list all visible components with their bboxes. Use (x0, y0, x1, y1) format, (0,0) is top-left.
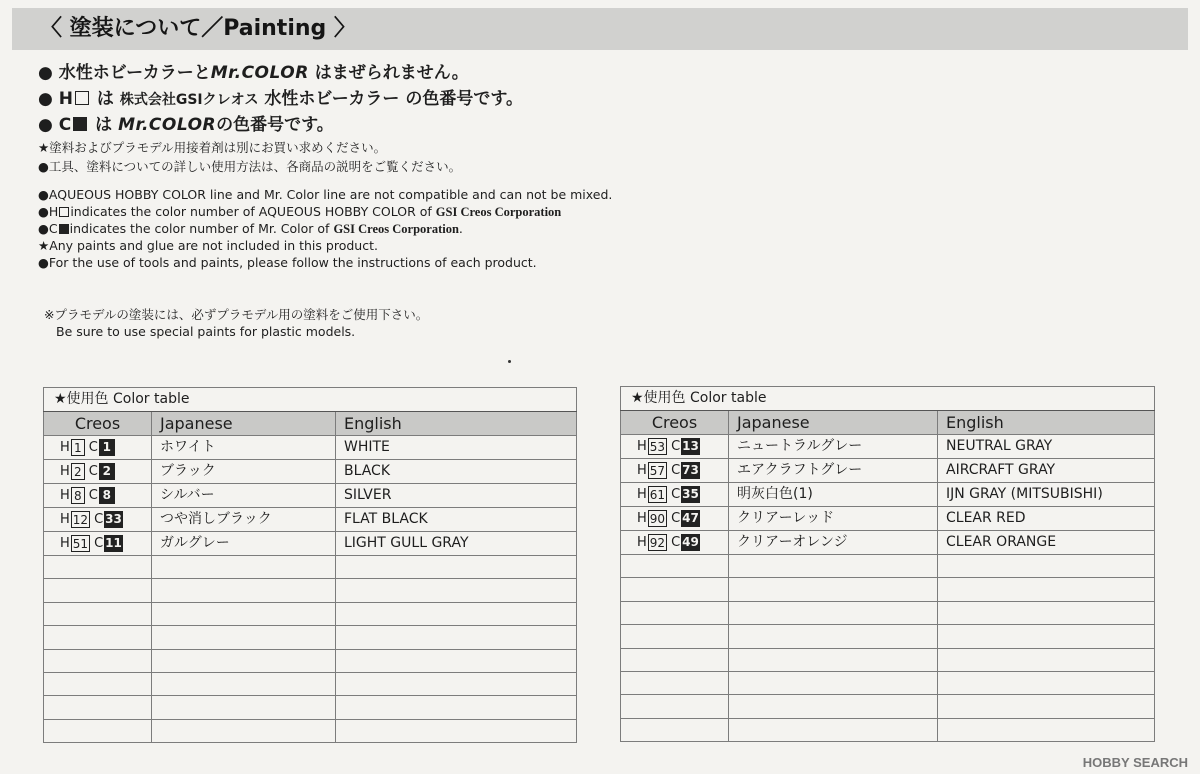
table-row (44, 484, 577, 508)
empty-cell (621, 601, 729, 624)
empty-row (44, 672, 577, 695)
table-header-row (44, 412, 577, 436)
english-name-cell: NEUTRAL GRAY (938, 435, 1155, 459)
empty-cell (336, 719, 577, 742)
japanese-name-cell: ニュートラルグレー (729, 435, 938, 459)
note-en-mix: ●AQUEOUS HOBBY COLOR line and Mr. Color line are not compatible and can not be mixed. (38, 187, 613, 202)
table-caption: ★使用色 Color table (44, 388, 577, 412)
c-code-badge: 2 (99, 463, 115, 480)
c-code-badge: 35 (682, 487, 699, 501)
bullet-icon: ●H (38, 204, 59, 219)
english-name-cell: LIGHT GULL GRAY (336, 532, 577, 556)
note-en-paints: ★Any paints and glue are not included in this product. (38, 238, 378, 253)
table-row (621, 435, 1155, 459)
table-header-row (621, 411, 1155, 435)
empty-cell (621, 648, 729, 671)
empty-cell (152, 626, 336, 649)
japanese-name-cell: エアクラフトグレー (729, 459, 938, 483)
empty-cell (152, 602, 336, 625)
empty-cell (336, 602, 577, 625)
empty-row (44, 719, 577, 742)
table-row (621, 531, 1155, 555)
outline-square-icon (59, 207, 69, 217)
c-prefix: C (94, 536, 104, 551)
empty-cell (336, 626, 577, 649)
mr-color-brand: Mr.COLOR (118, 115, 217, 135)
h-code-badge: 92 (649, 536, 666, 550)
c-prefix: C (671, 463, 681, 478)
empty-cell (938, 555, 1155, 578)
painting-notes (38, 60, 1158, 271)
english-name-cell: CLEAR RED (938, 507, 1155, 531)
creos-code-cell (621, 507, 729, 531)
c-code-badge: 49 (682, 535, 699, 549)
c-code-text: indicates the color number of Mr. Color of (69, 221, 330, 236)
table-row (621, 507, 1155, 531)
table-row (621, 483, 1155, 507)
outline-square-icon (75, 91, 89, 105)
header-english: English (336, 412, 577, 436)
table-row (44, 460, 577, 484)
japanese-name-cell: クリアーオレンジ (729, 531, 938, 555)
empty-cell (44, 626, 152, 649)
empty-cell (44, 672, 152, 695)
empty-row (44, 626, 577, 649)
english-name-cell: CLEAR ORANGE (938, 531, 1155, 555)
h-code-badge: 61 (649, 488, 666, 502)
c-prefix: C (88, 488, 98, 503)
c-code-badge: 1 (99, 439, 115, 456)
creos-code-cell (621, 531, 729, 555)
table-caption-row (44, 388, 577, 412)
table-row (621, 459, 1155, 483)
empty-cell (938, 671, 1155, 694)
empty-cell (152, 579, 336, 602)
empty-cell (336, 649, 577, 672)
empty-row (621, 718, 1155, 741)
gsi-creos-brand: 株式会社GSIクレオス (119, 92, 259, 108)
creos-code-cell (621, 459, 729, 483)
c-code-badge: 33 (105, 512, 122, 526)
empty-row (621, 625, 1155, 648)
c-prefix: C (671, 511, 681, 526)
h-prefix: H (58, 89, 73, 109)
h-code-badge: 8 (71, 487, 85, 504)
empty-cell (938, 601, 1155, 624)
empty-cell (729, 625, 938, 648)
period-text: . (458, 221, 463, 236)
empty-cell (938, 695, 1155, 718)
empty-cell (621, 718, 729, 741)
empty-cell (938, 625, 1155, 648)
creos-code-cell (44, 436, 152, 460)
table-caption-row (621, 387, 1155, 411)
empty-cell (44, 719, 152, 742)
mr-color-brand: Mr.COLOR (210, 63, 309, 83)
empty-cell (729, 555, 938, 578)
note-c-code (38, 112, 1158, 138)
empty-cell (938, 718, 1155, 741)
empty-cell (938, 648, 1155, 671)
empty-row (44, 696, 577, 719)
note-jp-paints: ★塗料およびプラモデル用接着剤は別にお買い求めください。 (38, 140, 387, 155)
japanese-name-cell: つや消しブラック (152, 508, 336, 532)
empty-cell (729, 671, 938, 694)
japanese-name-cell: 明灰白色(1) (729, 483, 938, 507)
empty-cell (621, 671, 729, 694)
conjunction-text: と (193, 63, 211, 83)
note-en-c-code (38, 220, 1158, 237)
c-code-badge: 13 (682, 439, 699, 453)
empty-row (44, 556, 577, 579)
h-prefix: H (60, 488, 70, 503)
creos-code-cell (621, 435, 729, 459)
h-code-text: indicates the color number of AQUEOUS HOBBY COLOR of (70, 204, 432, 219)
c-prefix: C (58, 115, 72, 135)
h-prefix: H (637, 511, 647, 526)
bullet-icon: ● (38, 63, 53, 83)
h-prefix: H (637, 487, 647, 502)
h-code-badge: 12 (72, 513, 89, 527)
c-code-badge: 8 (99, 487, 115, 504)
gsi-creos-brand: GSI Creos Corporation (435, 205, 562, 219)
japanese-name-cell: クリアーレッド (729, 507, 938, 531)
aqueous-brand: 水性ホビーカラー (264, 89, 400, 109)
empty-cell (729, 695, 938, 718)
c-code-badge: 73 (682, 463, 699, 477)
empty-row (44, 602, 577, 625)
empty-cell (152, 556, 336, 579)
particle-text: は (95, 115, 113, 135)
filled-square-icon (73, 117, 87, 131)
h-prefix: H (637, 463, 647, 478)
japanese-name-cell: シルバー (152, 484, 336, 508)
h-code-badge: 2 (71, 463, 85, 480)
color-number-text: の色番号です。 (216, 115, 334, 135)
note-en-tools: ●For the use of tools and paints, please follow the instructions of each product. (38, 255, 537, 270)
empty-row (44, 649, 577, 672)
empty-cell (44, 649, 152, 672)
empty-cell (152, 719, 336, 742)
header-japanese: Japanese (152, 412, 336, 436)
empty-cell (44, 556, 152, 579)
c-code-badge: 11 (105, 536, 122, 550)
creos-code-cell (621, 483, 729, 507)
empty-cell (621, 555, 729, 578)
color-table-left (43, 387, 577, 743)
japanese-name-cell: ブラック (152, 460, 336, 484)
table-row (44, 532, 577, 556)
h-prefix: H (637, 439, 647, 454)
creos-code-cell (44, 508, 152, 532)
note-h-code (38, 86, 1158, 112)
empty-row (621, 648, 1155, 671)
table-row (44, 436, 577, 460)
creos-code-cell (44, 460, 152, 484)
empty-cell (44, 579, 152, 602)
h-prefix: H (60, 536, 70, 551)
empty-cell (336, 579, 577, 602)
h-code-badge: 57 (649, 464, 666, 478)
empty-cell (729, 578, 938, 601)
empty-cell (729, 648, 938, 671)
section-header (12, 8, 1188, 50)
section-title: 〈 塗装について／Painting 〉 (40, 16, 356, 41)
empty-cell (938, 578, 1155, 601)
empty-row (621, 555, 1155, 578)
empty-row (621, 601, 1155, 624)
empty-cell (729, 601, 938, 624)
empty-row (621, 695, 1155, 718)
no-mixing-text: はまぜられません。 (314, 63, 469, 83)
empty-cell (152, 672, 336, 695)
empty-row (621, 578, 1155, 601)
hobby-search-watermark: HOBBY SEARCH (1082, 755, 1188, 770)
h-code-badge: 90 (649, 512, 666, 526)
header-english: English (938, 411, 1155, 435)
filled-square-icon (59, 224, 69, 234)
empty-cell (621, 625, 729, 648)
english-name-cell: AIRCRAFT GRAY (938, 459, 1155, 483)
note-jp-tools: ●工具、塗料についての詳しい使用方法は、各商品の説明をご覧ください。 (38, 159, 462, 174)
japanese-name-cell: ガルグレー (152, 532, 336, 556)
english-name-cell: IJN GRAY (MITSUBISHI) (938, 483, 1155, 507)
empty-cell (729, 718, 938, 741)
h-code-badge: 51 (72, 537, 89, 551)
gsi-creos-brand: GSI Creos Corporation (333, 222, 459, 236)
c-prefix: C (88, 464, 98, 479)
english-name-cell: BLACK (336, 460, 577, 484)
h-code-badge: 53 (649, 440, 666, 454)
plastic-paint-note-en: Be sure to use special paints for plastic models. (56, 324, 356, 339)
table-caption: ★使用色 Color table (621, 387, 1155, 411)
empty-cell (621, 695, 729, 718)
stray-dot (508, 360, 511, 363)
color-number-text: の色番号です。 (405, 89, 523, 109)
english-name-cell: SILVER (336, 484, 577, 508)
empty-row (44, 579, 577, 602)
header-creos: Creos (621, 411, 729, 435)
bullet-icon: ●C (38, 221, 58, 236)
plastic-paint-note-jp: ※プラモデルの塗装には、必ずプラモデル用の塗料をご使用下さい。 (44, 307, 429, 322)
empty-cell (621, 578, 729, 601)
japanese-name-cell: ホワイト (152, 436, 336, 460)
particle-text: は (96, 89, 114, 109)
empty-cell (336, 556, 577, 579)
note-no-mixing (38, 60, 1158, 86)
creos-code-cell (44, 484, 152, 508)
table-row (44, 508, 577, 532)
empty-cell (336, 672, 577, 695)
h-code-badge: 1 (71, 439, 85, 456)
aqueous-brand: 水性ホビーカラー (58, 63, 194, 83)
empty-cell (44, 696, 152, 719)
h-prefix: H (60, 464, 70, 479)
creos-code-cell (44, 532, 152, 556)
h-prefix: H (637, 535, 647, 550)
header-japanese: Japanese (729, 411, 938, 435)
empty-cell (152, 649, 336, 672)
c-prefix: C (88, 440, 98, 455)
note-en-h-code (38, 203, 1158, 220)
empty-cell (336, 696, 577, 719)
empty-cell (44, 602, 152, 625)
c-prefix: C (671, 487, 681, 502)
english-name-cell: FLAT BLACK (336, 508, 577, 532)
empty-cell (152, 696, 336, 719)
h-prefix: H (60, 440, 70, 455)
h-prefix: H (60, 512, 70, 527)
empty-row (621, 671, 1155, 694)
bullet-icon: ● (38, 115, 53, 135)
english-name-cell: WHITE (336, 436, 577, 460)
c-prefix: C (671, 439, 681, 454)
plastic-paint-note (44, 306, 428, 340)
color-table-right (620, 386, 1155, 742)
c-code-badge: 47 (682, 511, 699, 525)
c-prefix: C (671, 535, 681, 550)
bullet-icon: ● (38, 89, 53, 109)
c-prefix: C (94, 512, 104, 527)
header-creos: Creos (44, 412, 152, 436)
